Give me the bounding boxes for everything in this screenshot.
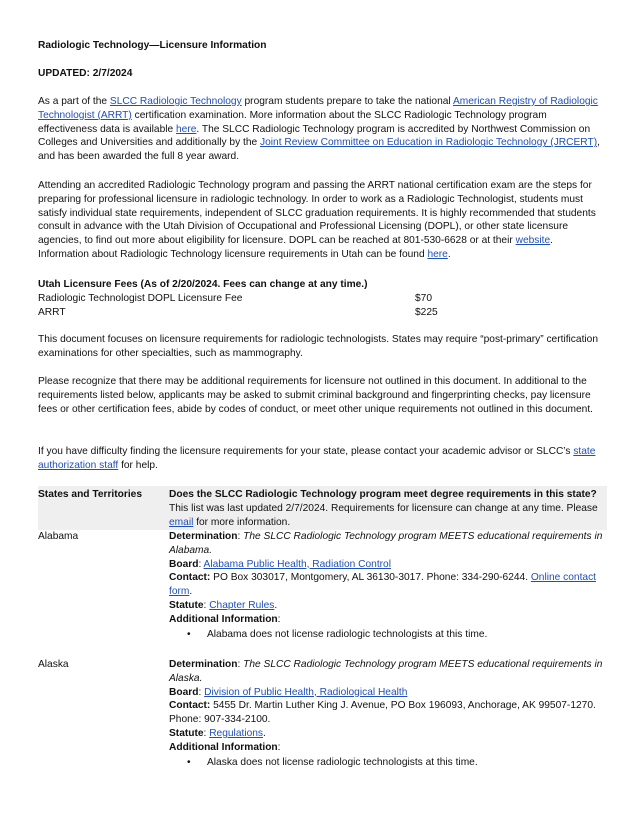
bullet-icon: • <box>187 756 191 768</box>
additional-info-list <box>169 756 606 770</box>
document-title: Radiologic Technology—Licensure Information <box>38 40 267 51</box>
state-name: Alabama <box>38 531 79 542</box>
focus-paragraph: This document focuses on licensure requirements for radiologic technologists. States may require “post-primary” certification examinations for other specialties, such as mammography. <box>38 334 598 359</box>
fees-heading: Utah Licensure Fees (As of 2/20/2024. Fees can change at any time.) <box>38 279 368 290</box>
statute-link[interactable]: Chapter Rules <box>209 599 275 611</box>
state-authorization-link[interactable]: state authorization staff <box>38 446 596 471</box>
licensure-paragraph: Attending an accredited Radiologic Technology program and passing the ARRT national certification exam are the steps for preparing for professional licensure in radiologic technology. In order to work as a Radiologic Technologist, students must satisfy individual state requirements, independent of SLCC graduation requirements. It is highly recommended that students consult in advance with the Utah Division of Occupational and Professional Licensing (DOPL), or other state licensure agencies, to find out more about eligibility for licensure. DOPL can be reached at 801-530-6628 or at their website. Information about Radiologic Technology licensure requirements in Utah can be found here. <box>38 180 596 260</box>
arrt-link[interactable]: American Registry of Radiologic Technologist (ARRT) <box>38 96 598 121</box>
fee-row <box>38 306 606 320</box>
column-header-states: States and Territories <box>38 489 142 500</box>
board-link[interactable]: Alabama Public Health, Radiation Control <box>203 558 391 570</box>
contact: Contact: PO Box 303017, Montgomery, AL 36130-3017. Phone: 334-290-6244. Online contact form. <box>169 572 596 598</box>
additional-requirements-paragraph: Please recognize that there may be additional requirements for licensure not outlined in this document. In additional to the requirements listed below, applicants may be asked to submit criminal background and fingerprinting checks, pay licensure fees or other certification fees, abide by codes of conduct, or meet other unique requirements not outlined in this document. <box>38 376 593 415</box>
requirements-question: Does the SLCC Radiologic Technology program meet degree requirements in this state? <box>169 489 597 500</box>
additional-info-label: Additional Information: <box>169 741 281 753</box>
list-item: • Alabama does not license radiologic technologists at this time. <box>187 628 488 640</box>
list-item: • Alaska does not license radiologic technologists at this time. <box>187 756 478 768</box>
determination: Determination: The SLCC Radiologic Technology program MEETS educational requirements in Alabama. <box>169 531 603 556</box>
requirements-note: This list was last updated 2/7/2024. Requirements for licensure can change at any time. Please email for more information. <box>169 502 598 528</box>
contact-paragraph: If you have difficulty finding the licensure requirements for your state, please contact your academic advisor or SLCC’s state authorization staff for help. <box>38 446 596 471</box>
statute: Statute: Chapter Rules. <box>169 599 278 611</box>
determination: Determination: The SLCC Radiologic Technology program MEETS educational requirements in Alaska. <box>169 659 603 684</box>
online-contact-form-link[interactable]: Online contact form <box>169 572 596 598</box>
utah-requirements-link[interactable]: here <box>427 248 448 260</box>
table-header <box>38 486 607 530</box>
state-name: Alaska <box>38 659 69 670</box>
board: Board: Alabama Public Health, Radiation Control <box>169 558 391 570</box>
state-details <box>169 658 606 769</box>
slcc-program-link[interactable]: SLCC Radiologic Technology <box>109 96 242 107</box>
fee-label: Radiologic Technologist DOPL Licensure Fee <box>38 292 243 304</box>
table-row <box>38 530 607 658</box>
fees-section <box>38 278 606 319</box>
contact: Contact: 5455 Dr. Martin Luther King J. Avenue, PO Box 196093, Anchorage, AK 99507-1270. Phone: 907-334-2100. <box>169 700 596 726</box>
statute: Statute: Regulations. <box>169 727 266 739</box>
jrcert-link[interactable]: Joint Review Committee on Education in Radiologic Technology (JRCERT) <box>260 137 598 149</box>
fee-row <box>38 292 606 306</box>
state-requirements-table <box>38 486 607 769</box>
dopl-website-link[interactable]: website <box>515 235 551 247</box>
board-link[interactable]: Division of Public Health, Radiological Health <box>204 686 408 698</box>
fee-amount: $225 <box>415 306 438 318</box>
column-header-requirements <box>169 488 605 529</box>
table-row <box>38 658 607 769</box>
additional-info-list <box>169 628 606 642</box>
email-link[interactable]: email <box>169 516 194 528</box>
bullet-icon: • <box>187 628 191 640</box>
intro-paragraph: As a part of the SLCC Radiologic Technology program students prepare to take the national American Registry of Radiologic Technologist (ARRT) certification examination. More information about the SLCC Radiologic Technology program effectiveness data is available here. The SLCC Radiologic Technology program is accredited by Northwest Commission on Colleges and Universities and additionally by the Joint Review Committee on Education in Radiologic Technology (JRCERT), and has been awarded the full 8 year award. <box>38 96 600 163</box>
board: Board: Division of Public Health, Radiological Health <box>169 686 408 698</box>
effectiveness-data-link[interactable]: here <box>176 123 197 135</box>
fee-label: ARRT <box>38 306 66 318</box>
updated-date: UPDATED: 2/7/2024 <box>38 68 133 79</box>
statute-link[interactable]: Regulations <box>209 727 264 739</box>
additional-info-label: Additional Information: <box>169 613 281 625</box>
state-details <box>169 530 606 641</box>
fee-amount: $70 <box>415 292 432 304</box>
